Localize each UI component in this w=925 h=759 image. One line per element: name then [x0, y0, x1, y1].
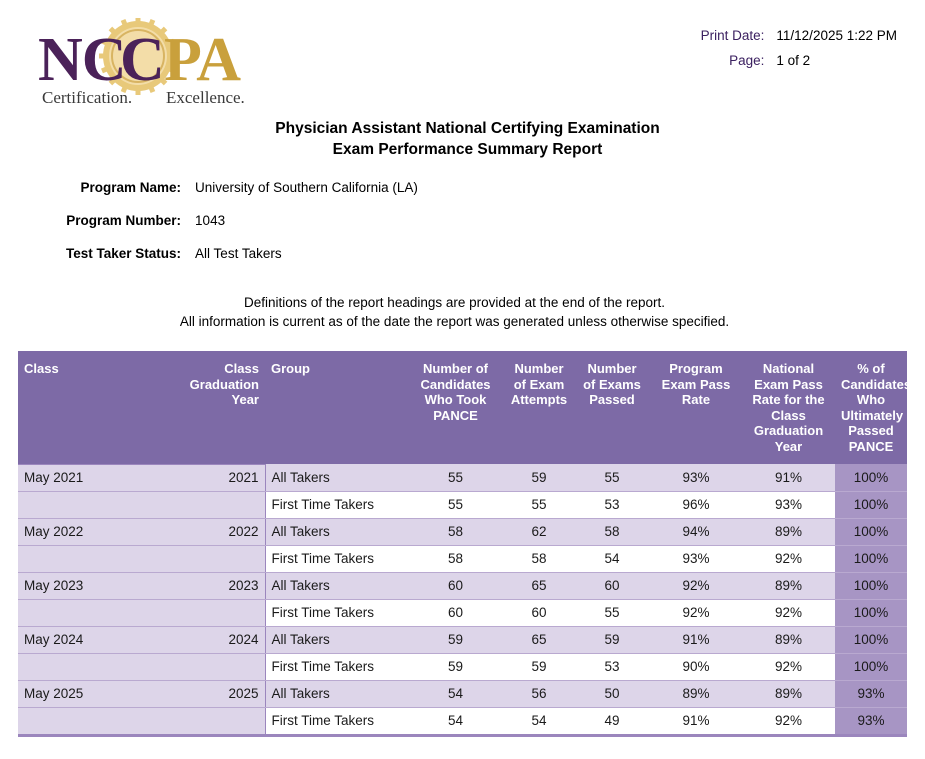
cell-group: All Takers: [265, 518, 407, 545]
cell-exam-attempts: 56: [504, 680, 574, 707]
logo-tagline-left: Certification.: [42, 88, 133, 107]
cell-class: [18, 491, 168, 518]
cell-exams-passed: 60: [574, 572, 650, 599]
cell-program-pass-rate: 90%: [650, 653, 742, 680]
cell-program-pass-rate: 93%: [650, 545, 742, 572]
cell-class: May 2023: [18, 572, 168, 599]
table-row: [18, 464, 907, 491]
column-header-exam-attempts: Number of Exam Attempts: [504, 351, 574, 464]
cell-exams-passed: 53: [574, 491, 650, 518]
cell-class: [18, 599, 168, 626]
cell-national-pass-rate: 92%: [742, 545, 835, 572]
cell-group: All Takers: [265, 464, 407, 491]
cell-class: May 2025: [18, 680, 168, 707]
cell-ultimately-passed: 100%: [835, 653, 907, 680]
cell-candidates-took-pance: 59: [407, 653, 504, 680]
cell-national-pass-rate: 93%: [742, 491, 835, 518]
table-row: [18, 599, 907, 626]
cell-exams-passed: 50: [574, 680, 650, 707]
cell-class: [18, 653, 168, 680]
logo-tagline-right: Excellence.: [166, 88, 245, 107]
cell-ultimately-passed: 100%: [835, 599, 907, 626]
cell-national-pass-rate: 92%: [742, 599, 835, 626]
cell-national-pass-rate: 89%: [742, 680, 835, 707]
column-header-graduation-year: Class Graduation Year: [168, 351, 265, 464]
cell-exam-attempts: 59: [504, 464, 574, 491]
program-name-row: [66, 180, 418, 213]
page-label: Page:: [729, 53, 765, 68]
column-header-exams-passed: Number of Exams Passed: [574, 351, 650, 464]
report-title-line-1: Physician Assistant National Certifying Examination: [275, 120, 660, 137]
cell-ultimately-passed: 100%: [835, 572, 907, 599]
table-header-row: [18, 351, 907, 464]
program-name-value: University of Southern California (LA): [195, 180, 418, 195]
cell-candidates-took-pance: 54: [407, 707, 504, 734]
cell-graduation-year: [168, 599, 265, 626]
cell-candidates-took-pance: 60: [407, 572, 504, 599]
logo-letter-c-seal: C: [120, 26, 165, 94]
logo-letters-pa: PA: [164, 26, 241, 94]
table-row: [18, 572, 907, 599]
report-title-line-2: Exam Performance Summary Report: [332, 141, 603, 158]
exam-performance-table: [18, 351, 912, 734]
cell-exam-attempts: 54: [504, 707, 574, 734]
cell-national-pass-rate: 92%: [742, 653, 835, 680]
cell-group: First Time Takers: [265, 653, 407, 680]
column-header-ultimately-passed: % of Candidates Who Ultimately Passed PANCE: [835, 351, 907, 464]
cell-class: May 2021: [18, 464, 168, 491]
cell-exams-passed: 54: [574, 545, 650, 572]
column-header-national-pass-rate: National Exam Pass Rate for the Class Graduation Year: [742, 351, 835, 464]
cell-graduation-year: 2021: [168, 464, 265, 491]
cell-graduation-year: 2023: [168, 572, 265, 599]
table-row: [18, 518, 907, 545]
definitions-line-2: All information is current as of the date the report was generated unless otherwise specified.: [179, 314, 730, 329]
nccpa-logo-icon: [32, 18, 282, 110]
cell-graduation-year: [168, 545, 265, 572]
table-row: [18, 545, 907, 572]
cell-program-pass-rate: 91%: [650, 626, 742, 653]
program-number-row: [66, 213, 418, 246]
cell-candidates-took-pance: 60: [407, 599, 504, 626]
print-metadata: [701, 23, 897, 73]
page-number-row: [701, 48, 897, 73]
cell-exam-attempts: 60: [504, 599, 574, 626]
cell-exams-passed: 55: [574, 464, 650, 491]
cell-exams-passed: 53: [574, 653, 650, 680]
cell-group: All Takers: [265, 680, 407, 707]
cell-candidates-took-pance: 55: [407, 464, 504, 491]
exam-performance-table-wrapper: [18, 351, 912, 734]
column-header-candidates-took-pance: Number of Candidates Who Took PANCE: [407, 351, 504, 464]
table-header: [18, 351, 912, 464]
cell-candidates-took-pance: 59: [407, 626, 504, 653]
cell-exam-attempts: 65: [504, 572, 574, 599]
program-info: [0, 180, 925, 279]
cell-program-pass-rate: 92%: [650, 599, 742, 626]
cell-group: First Time Takers: [265, 707, 407, 734]
cell-class: May 2024: [18, 626, 168, 653]
table-row: [18, 653, 907, 680]
cell-candidates-took-pance: 55: [407, 491, 504, 518]
column-header-class: Class: [18, 351, 168, 464]
cell-candidates-took-pance: 54: [407, 680, 504, 707]
cell-graduation-year: [168, 491, 265, 518]
cell-national-pass-rate: 89%: [742, 572, 835, 599]
cell-program-pass-rate: 89%: [650, 680, 742, 707]
cell-graduation-year: [168, 653, 265, 680]
cell-graduation-year: 2025: [168, 680, 265, 707]
cell-exam-attempts: 59: [504, 653, 574, 680]
definitions-note: [0, 293, 925, 331]
cell-program-pass-rate: 94%: [650, 518, 742, 545]
cell-ultimately-passed: 100%: [835, 518, 907, 545]
cell-ultimately-passed: 100%: [835, 491, 907, 518]
program-name-label: Program Name:: [80, 180, 182, 195]
print-date-label: Print Date:: [700, 28, 765, 43]
cell-graduation-year: 2024: [168, 626, 265, 653]
cell-candidates-took-pance: 58: [407, 518, 504, 545]
program-number-value: 1043: [195, 213, 226, 228]
test-taker-status-row: [66, 246, 418, 279]
print-date-row: [701, 23, 897, 48]
page-header: [0, 0, 925, 118]
cell-program-pass-rate: 96%: [650, 491, 742, 518]
cell-graduation-year: 2022: [168, 518, 265, 545]
cell-ultimately-passed: 100%: [835, 545, 907, 572]
cell-national-pass-rate: 91%: [742, 464, 835, 491]
nccpa-logo: [32, 18, 282, 110]
print-date-value: 11/12/2025 1:22 PM: [776, 28, 897, 43]
column-header-group: Group: [265, 351, 407, 464]
cell-program-pass-rate: 91%: [650, 707, 742, 734]
cell-exams-passed: 49: [574, 707, 650, 734]
cell-exams-passed: 55: [574, 599, 650, 626]
cell-class: [18, 545, 168, 572]
cell-candidates-took-pance: 58: [407, 545, 504, 572]
table-row: [18, 626, 907, 653]
cell-ultimately-passed: 93%: [835, 707, 907, 734]
cell-exam-attempts: 62: [504, 518, 574, 545]
test-taker-status-label: Test Taker Status:: [66, 246, 182, 261]
cell-program-pass-rate: 93%: [650, 464, 742, 491]
table-body: [18, 464, 907, 734]
cell-national-pass-rate: 89%: [742, 518, 835, 545]
cell-group: First Time Takers: [265, 599, 407, 626]
cell-class: May 2022: [18, 518, 168, 545]
table-bottom-rule: [18, 734, 907, 737]
cell-national-pass-rate: 92%: [742, 707, 835, 734]
definitions-line-1: Definitions of the report headings are provided at the end of the report.: [243, 295, 666, 310]
cell-group: All Takers: [265, 626, 407, 653]
cell-exams-passed: 58: [574, 518, 650, 545]
page-value: 1 of 2: [776, 53, 811, 68]
table-row: [18, 680, 907, 707]
cell-exam-attempts: 58: [504, 545, 574, 572]
cell-exam-attempts: 65: [504, 626, 574, 653]
cell-ultimately-passed: 100%: [835, 464, 907, 491]
cell-exam-attempts: 55: [504, 491, 574, 518]
cell-exams-passed: 59: [574, 626, 650, 653]
cell-group: All Takers: [265, 572, 407, 599]
program-number-label: Program Number:: [66, 213, 182, 228]
cell-class: [18, 707, 168, 734]
cell-ultimately-passed: 100%: [835, 626, 907, 653]
page-title: [0, 118, 925, 160]
cell-group: First Time Takers: [265, 491, 407, 518]
table-row: [18, 491, 907, 518]
column-header-program-pass-rate: Program Exam Pass Rate: [650, 351, 742, 464]
cell-program-pass-rate: 92%: [650, 572, 742, 599]
test-taker-status-value: All Test Takers: [195, 246, 282, 261]
cell-graduation-year: [168, 707, 265, 734]
table-row: [18, 707, 907, 734]
cell-ultimately-passed: 93%: [835, 680, 907, 707]
cell-national-pass-rate: 89%: [742, 626, 835, 653]
logo-letters-nc: NC: [38, 26, 126, 94]
cell-group: First Time Takers: [265, 545, 407, 572]
